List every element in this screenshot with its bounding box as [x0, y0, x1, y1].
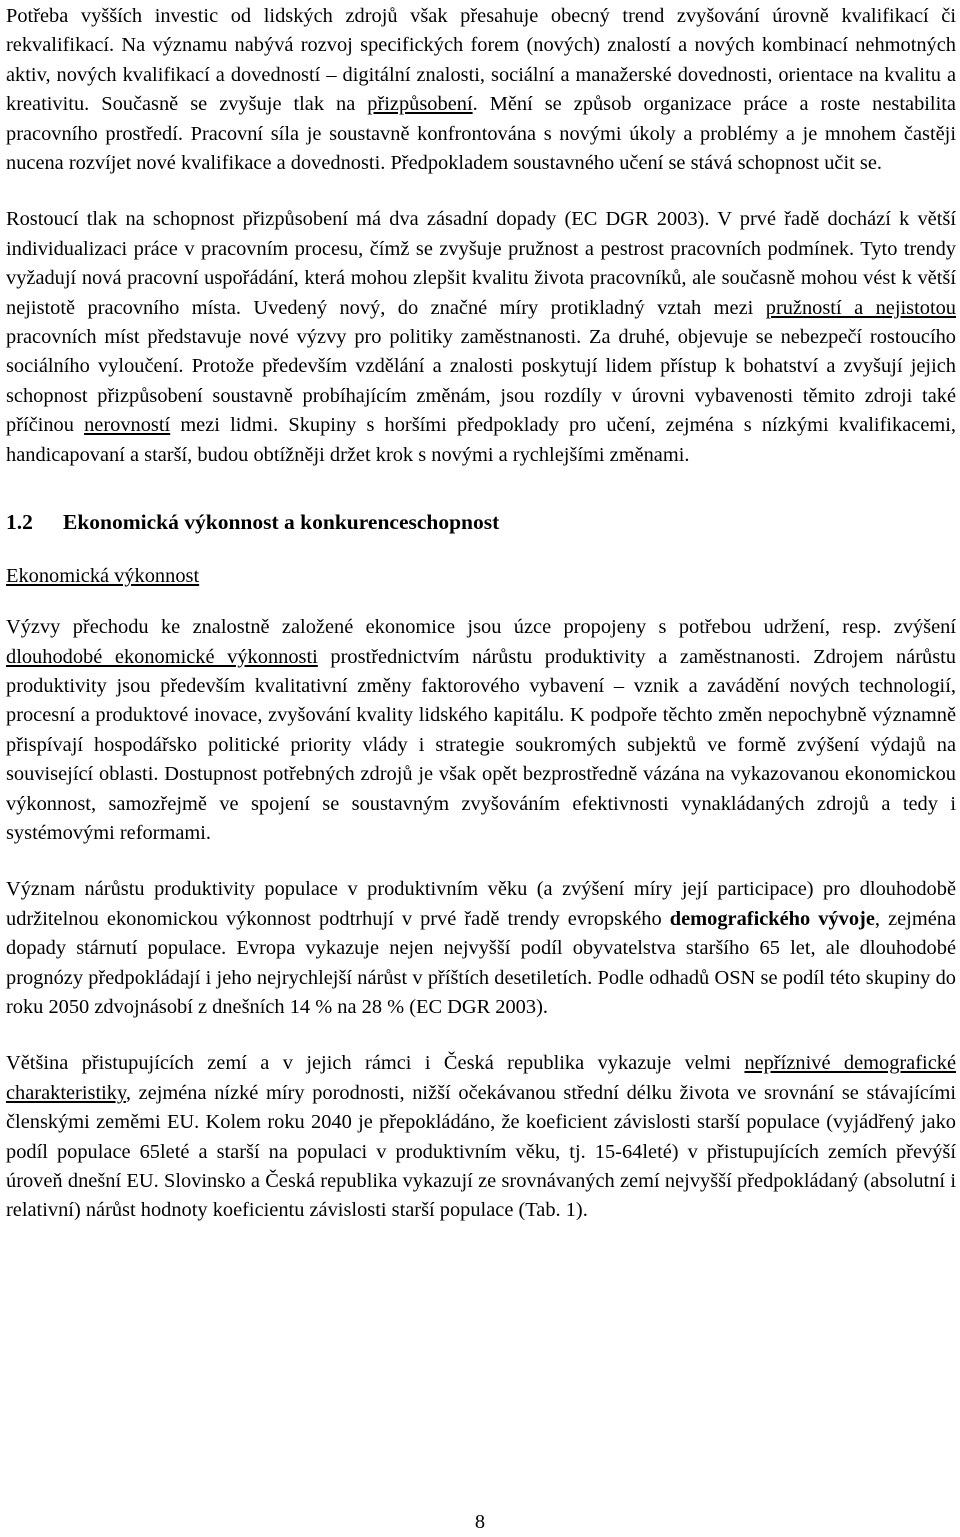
underlined-term: nerovností: [84, 414, 171, 437]
section-spacer: [6, 537, 956, 562]
text-run: Výzvy přechodu ke znalostně založené ekonomice jsou úzce propojeny s potřebou udržení, resp. zvýšení: [6, 616, 956, 639]
text-run: mezi lidmi. Skupiny s horšími předpoklady pro učení, zejména s nízkými kvalifikacemi, handicapovaní a starší, budou obtížněji držet krok s novými a rychlejšími změnami.: [6, 414, 956, 466]
underlined-term: dlouhodobé ekonomické výkonnosti: [6, 645, 318, 668]
paragraph-adaptation-impacts: [6, 205, 956, 470]
text-run: Rostoucí tlak na schopnost přizpůsobení má dva zásadní dopady (EC DGR 2003). V prvé řadě dochází k větší individualizaci práce v pracovním procesu, čímž se zvyšuje pružnost a pestrost pracovních podmínek. Tyto trendy vyžadují nová pracovní uspořádání, která mohou zlepšit kvalitu života pracovníků, ale současně mohou vést k větší nejistotě pracovního místa. Uvedený nový, do značné míry protikladný vztah mezi: [6, 208, 956, 319]
text-run: Většina přistupujících zemí a v jejich rámci i Česká republika vykazuje velmi: [6, 1052, 745, 1075]
text-run: . Mění se způsob organizace práce a roste nestabilita pracovního prostředí. Pracovní síla je soustavně konfrontována s novými úkoly a problémy a je mnohem častěji nucena rozvíjet nové kvalifikace a dovednosti. Předpokladem soustavného učení se stává schopnost učit se.: [6, 93, 956, 175]
paragraph-spacer: [6, 591, 956, 613]
underlined-term: pružností a nejistotou: [765, 296, 957, 319]
text-run: pracovních míst představuje nové výzvy pro politiky zaměstnanosti. Za druhé, objevuje se nebezpečí rostoucího sociálního vyloučení. Protože především vzdělání a znalosti poskytují lidem přístup k bohatství a zvyšují jejich schopnost přizpůsobení soustavně probíhajícím změnám, jsou rozdíly v úrovni vybavenosti těmito zdroji také příčinou: [6, 326, 956, 437]
underlined-term: nepříznivé demografické charakteristiky: [6, 1052, 956, 1104]
paragraph-spacer: [6, 178, 956, 205]
section-heading: [6, 508, 956, 537]
subheading: Ekonomická výkonnost: [6, 565, 200, 588]
document-page: [6, 2, 956, 1226]
paragraph-accession-countries: [6, 1049, 956, 1225]
page-number: 8: [474, 1511, 486, 1533]
paragraph-demographic-trends: [6, 875, 956, 1022]
section-number: 1.2: [6, 510, 33, 535]
paragraph-spacer: [6, 848, 956, 875]
paragraph-learning-demands: [6, 2, 956, 178]
underlined-term: přizpůsobení: [367, 93, 473, 116]
paragraph-spacer: [6, 1022, 956, 1049]
section-spacer: [6, 470, 956, 508]
bold-term: demografického vývoje: [669, 907, 875, 930]
text-run: Potřeba vyšších investic od lidských zdrojů však přesahuje obecný trend zvyšování úrovně kvalifikací či rekvalifikací. Na významu nabývá rozvoj specifických forem (nových) znalostí a nových kombinací nehmotných aktiv, nových kvalifikací a dovedností – digitální znalosti, sociální a manažerské dovednosti, orientace na kvalitu a kreativitu. Současně se zvyšuje tlak na: [6, 5, 956, 116]
paragraph-economic-performance: [6, 613, 956, 848]
text-run: , zejména nízké míry porodnosti, nižší očekávanou střední délku života ve srovnání se stávajícími členskými zeměmi EU. Kolem roku 2040 je přepokládáno, že koeficient závislosti starší populace (vyjádřený jako podíl populace 65leté a starší na populaci v produktivním věku, tj. 15-64leté) v přistupujících zemích převýší úroveň dnešní EU. Slovinsko a Česká republika vykazují ze srovnávaných zemí nejvyšší předpokládaný (absolutní i relativní) nárůst hodnoty koeficientu závislosti starší populace (Tab. 1).: [6, 1081, 956, 1222]
text-run: prostřednictvím nárůstu produktivity a zaměstnanosti. Zdrojem nárůstu produktivity jsou především kvalitativní změny faktorového vybavení – vznik a zavádění nových technologií, procesní a produktové inovace, zvyšování kvality lidského kapitálu. K podpoře těchto změn nepochybně významně přispívají hospodářsko politické priority vlády i strategie soukromých subjektů ve formě zvýšení výdajů na související oblasti. Dostupnost potřebných zdrojů je však opět bezprostředně vázána na vykazovanou ekonomickou výkonnost, samozřejmě ve spojení se soustavným zvyšováním efektivnosti vynakládaných zdrojů a tedy i systémovými reformami.: [6, 645, 957, 844]
section-title: Ekonomická výkonnost a konkurenceschopnost: [63, 510, 500, 535]
text-run: Význam nárůstu produktivity populace v produktivním věku (a zvýšení míry její participace) pro dlouhodobě udržitelnou ekonomickou výkonnost podtrhují v prvé řadě trendy evropského: [6, 878, 956, 930]
text-run: , zejména dopady stárnutí populace. Evropa vykazuje nejen nejvyšší podíl obyvatelstva staršího 65 let, ale dlouhodobé prognózy předpokládají i jeho nejrychlejší nárůst v příštích desetiletích. Podle odhadů OSN se podíl této skupiny do roku 2050 zdvojnásobí z dnešních 14 % na 28 % (EC DGR 2003).: [6, 907, 956, 1018]
